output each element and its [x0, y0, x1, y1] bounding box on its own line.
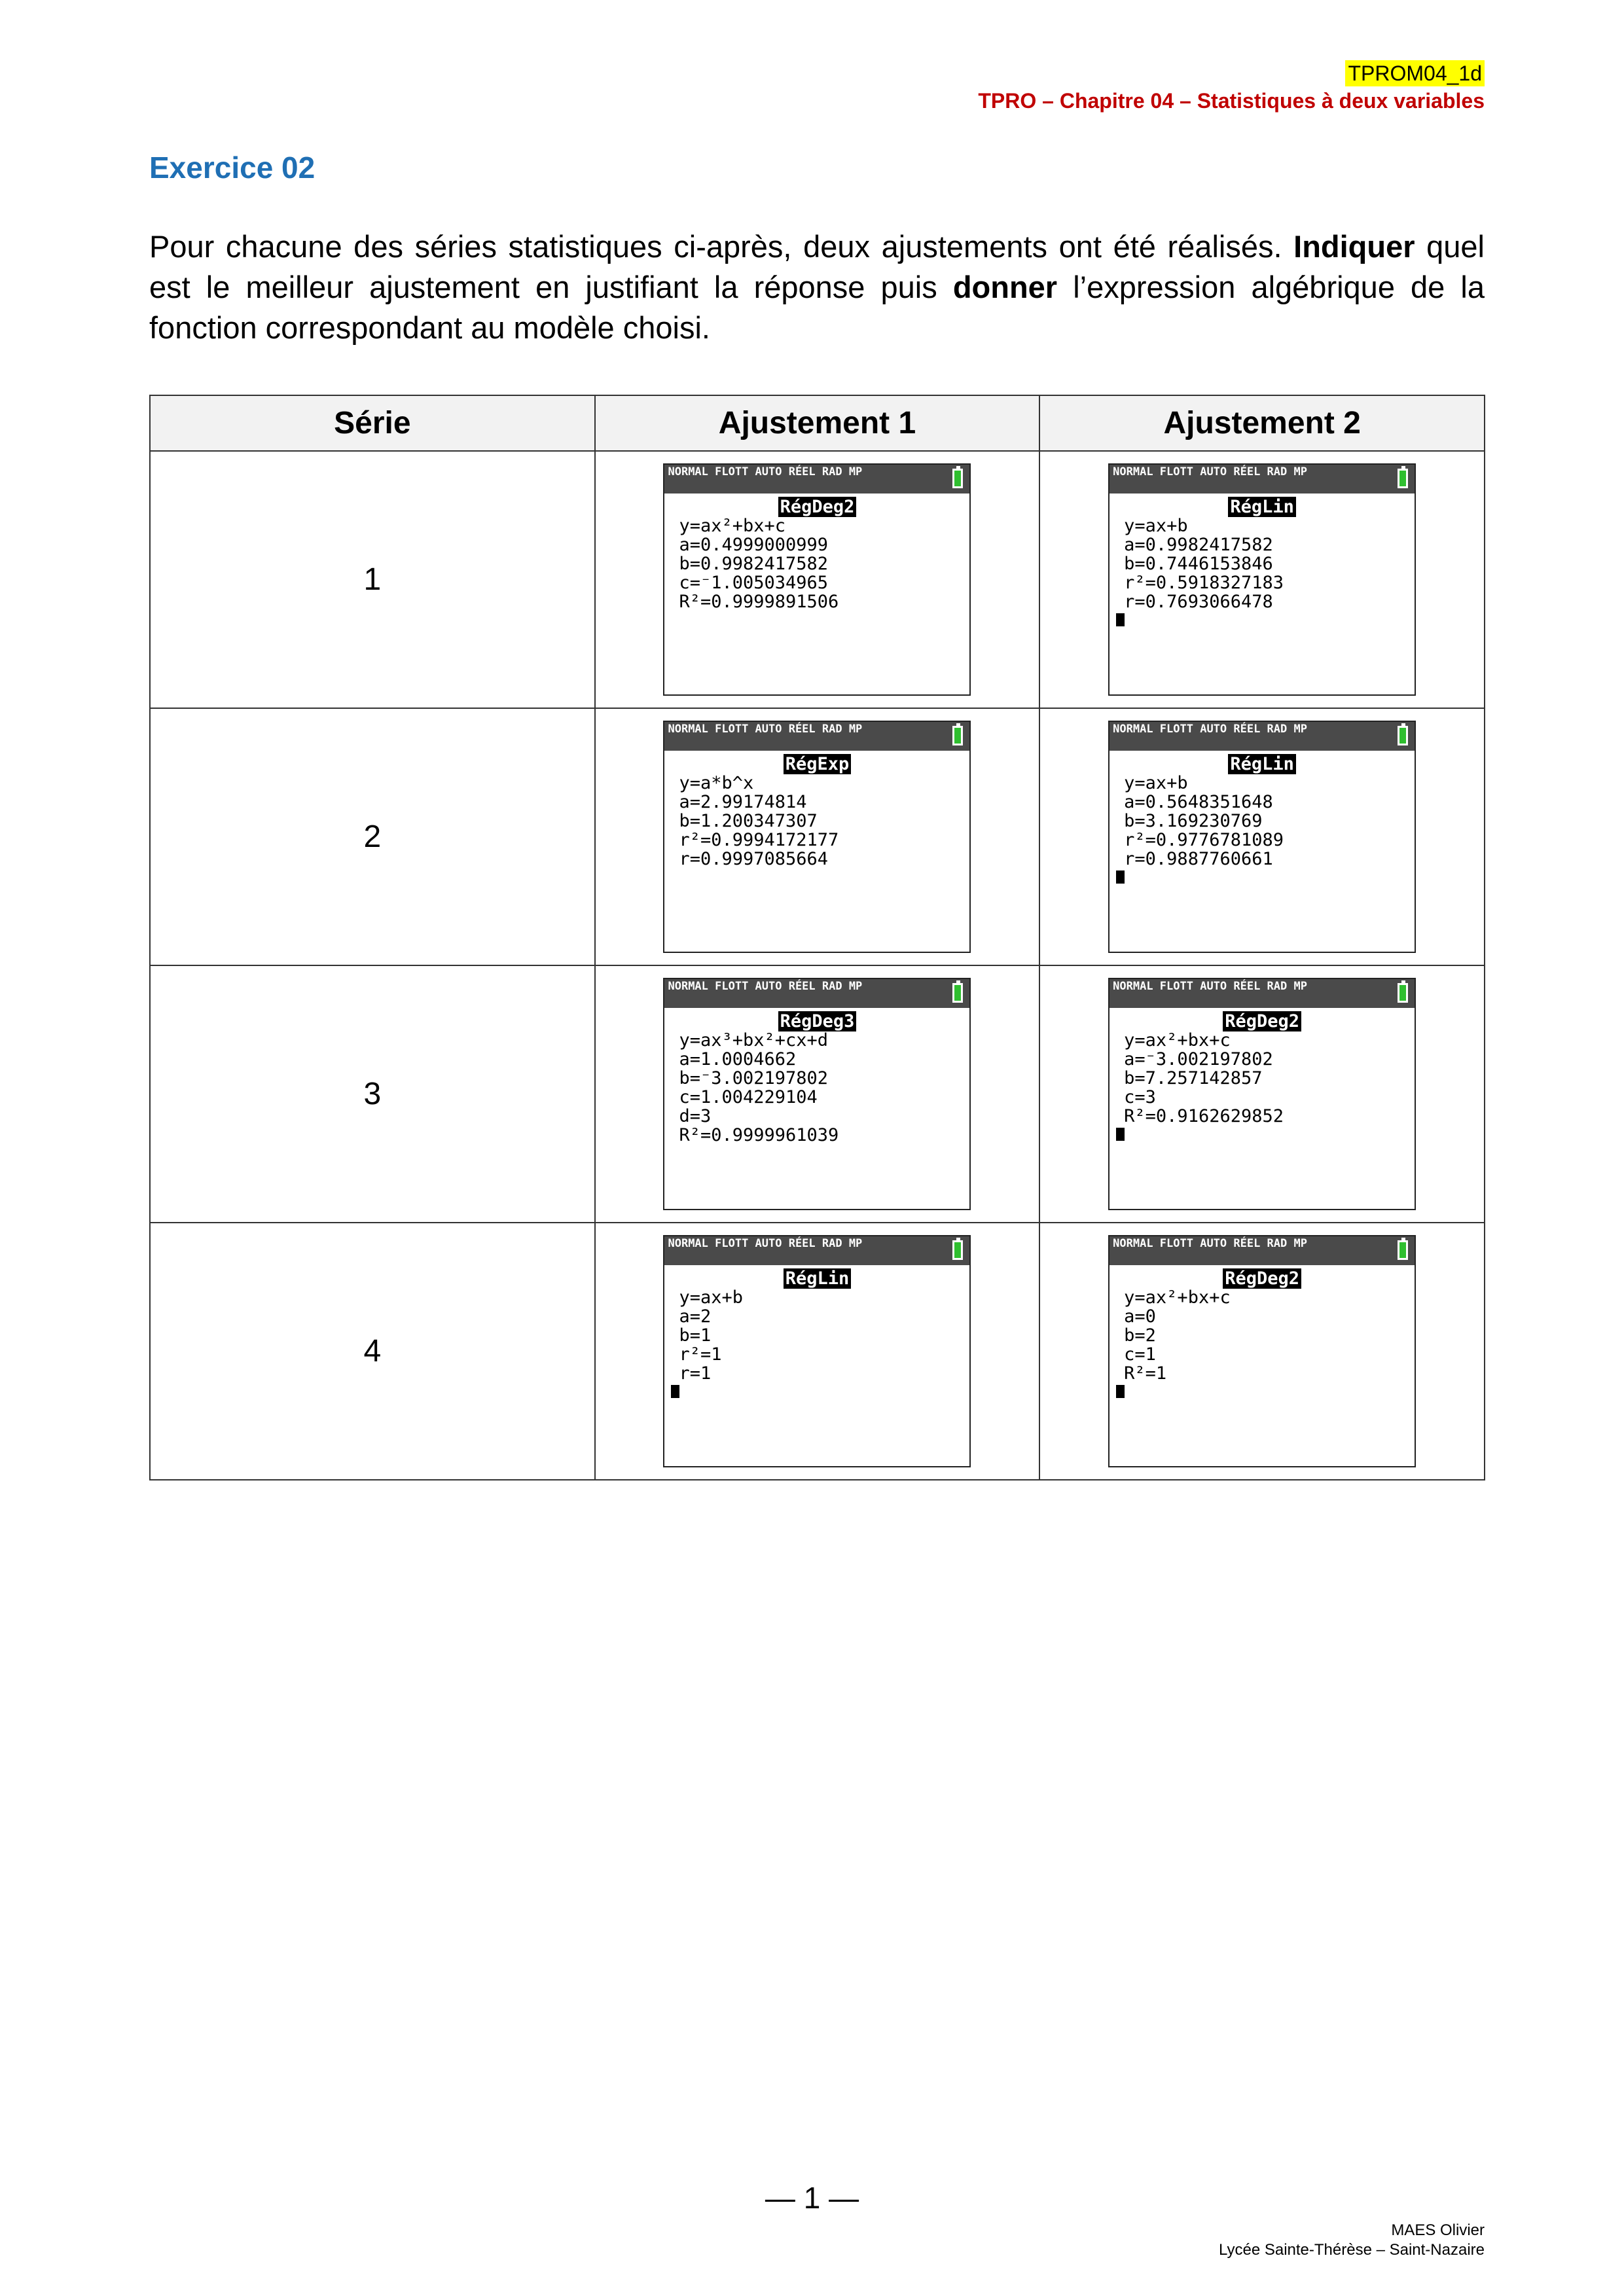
chapter-title: TPRO – Chapitre 04 – Statistiques à deux variables — [978, 89, 1485, 113]
status-bar-text: NORMAL FLOTT AUTO RÉEL RAD MP — [1113, 723, 1307, 736]
table-row — [150, 451, 1485, 708]
calculator-screenshot — [663, 978, 971, 1210]
exercise-title: Exercice 02 — [149, 151, 316, 185]
calculator-screenshot — [663, 463, 971, 696]
regression-title: RégLin — [1228, 497, 1296, 517]
status-bar-text: NORMAL FLOTT AUTO RÉEL RAD MP — [668, 1237, 863, 1250]
calculator-output — [1110, 493, 1415, 630]
regression-line: r²=1 — [679, 1344, 722, 1365]
ajustement-1-cell — [595, 1223, 1040, 1480]
regression-title-line — [664, 1269, 969, 1288]
regression-line: a=2 — [679, 1306, 712, 1327]
regression-title: RégDeg2 — [1223, 1268, 1301, 1289]
regression-line: c=1.004229104 — [679, 1087, 818, 1107]
header-ajustement-1: Ajustement 1 — [595, 395, 1040, 451]
regression-title: RégDeg2 — [778, 497, 857, 517]
regression-line: r=1 — [679, 1363, 712, 1384]
regression-line: b=3.169230769 — [1124, 811, 1263, 831]
table-body — [150, 451, 1485, 1480]
status-bar-text: NORMAL FLOTT AUTO RÉEL RAD MP — [1113, 1237, 1307, 1250]
ajustement-1-cell — [595, 708, 1040, 965]
regression-line: a=0.4999000999 — [679, 535, 829, 555]
regression-line: c=3 — [1124, 1087, 1156, 1107]
status-bar-text: NORMAL FLOTT AUTO RÉEL RAD MP — [1113, 465, 1307, 478]
ajustement-2-cell — [1039, 708, 1485, 965]
header-ajustement-2: Ajustement 2 — [1039, 395, 1485, 451]
calculator-status-bar — [664, 979, 969, 1008]
regression-line: y=ax+b — [679, 1287, 744, 1308]
regression-line: b=2 — [1124, 1325, 1156, 1346]
regression-title: RégExp — [784, 754, 852, 774]
page-number: — 1 — — [765, 2181, 859, 2215]
regression-line: y=ax²+bx+c — [1124, 1287, 1231, 1308]
battery-icon — [952, 1240, 963, 1260]
regression-title-line — [1110, 497, 1415, 516]
calculator-output — [1110, 1008, 1415, 1145]
cursor-icon — [671, 1385, 679, 1398]
regression-line: y=ax+b — [1124, 516, 1188, 536]
regression-line: a=1.0004662 — [679, 1049, 797, 1069]
serie-number: 3 — [150, 965, 595, 1223]
calculator-output — [1110, 1265, 1415, 1402]
regression-line: R²=0.9999891506 — [679, 592, 839, 612]
instruction-bold-donner: donner — [952, 270, 1058, 304]
serie-number: 1 — [150, 451, 595, 708]
status-bar-text: NORMAL FLOTT AUTO RÉEL RAD MP — [668, 723, 863, 736]
regression-line: b=1.200347307 — [679, 811, 818, 831]
regression-line: b=1 — [679, 1325, 712, 1346]
regression-line: r²=0.9994172177 — [679, 830, 839, 850]
exercise-instructions — [149, 226, 1485, 348]
battery-icon — [1398, 469, 1408, 488]
regression-line: y=ax²+bx+c — [1124, 1030, 1231, 1050]
regression-line: a=0.9982417582 — [1124, 535, 1273, 555]
table-row — [150, 1223, 1485, 1480]
regression-line: y=ax+b — [1124, 773, 1188, 793]
regression-title: RégDeg2 — [1223, 1011, 1301, 1031]
footer-school: Lycée Sainte-Thérèse – Saint-Nazaire — [1219, 2241, 1485, 2259]
battery-icon — [952, 983, 963, 1003]
status-bar-text: NORMAL FLOTT AUTO RÉEL RAD MP — [1113, 980, 1307, 993]
calculator-screenshot — [663, 721, 971, 953]
serie-number: 4 — [150, 1223, 595, 1480]
calculator-status-bar — [664, 465, 969, 493]
calculator-output — [664, 493, 969, 611]
regression-line: R²=0.9162629852 — [1124, 1106, 1284, 1126]
regression-title-line — [664, 755, 969, 774]
ajustement-1-cell — [595, 965, 1040, 1223]
calculator-status-bar — [1110, 465, 1415, 493]
regression-title-line — [1110, 755, 1415, 774]
regression-line: c=1 — [1124, 1344, 1156, 1365]
regression-title-line — [664, 497, 969, 516]
regression-line: y=a*b^x — [679, 773, 754, 793]
instruction-text-2: quel est le meilleur ajustement en justifiant la réponse puis — [149, 229, 1485, 304]
regression-line: d=3 — [679, 1106, 712, 1126]
status-bar-text: NORMAL FLOTT AUTO RÉEL RAD MP — [668, 980, 863, 993]
calculator-output — [664, 1265, 969, 1402]
series-table — [149, 395, 1485, 1480]
calculator-output — [1110, 751, 1415, 888]
regression-title-line — [1110, 1012, 1415, 1031]
footer-author: MAES Olivier — [1391, 2221, 1485, 2239]
instruction-text-3: l’expression algébrique de la fonction correspondant au modèle choisi. — [149, 270, 1485, 345]
cursor-icon — [1116, 1128, 1125, 1141]
regression-line: a=0.5648351648 — [1124, 792, 1273, 812]
regression-title: RégDeg3 — [778, 1011, 857, 1031]
table-row — [150, 965, 1485, 1223]
calculator-screenshot — [1108, 978, 1416, 1210]
calculator-status-bar — [1110, 979, 1415, 1008]
battery-icon — [1398, 983, 1408, 1003]
regression-line: R²=0.9999961039 — [679, 1125, 839, 1145]
instruction-text-1: Pour chacune des séries statistiques ci-après, deux ajustements ont été réalisés. — [149, 229, 1294, 264]
battery-icon — [952, 726, 963, 745]
regression-line: r=0.7693066478 — [1124, 592, 1273, 612]
regression-line: b=⁻3.002197802 — [679, 1068, 829, 1088]
regression-title-line — [1110, 1269, 1415, 1288]
cursor-icon — [1116, 1385, 1125, 1398]
regression-line: a=⁻3.002197802 — [1124, 1049, 1273, 1069]
ajustement-2-cell — [1039, 451, 1485, 708]
regression-title: RégLin — [784, 1268, 852, 1289]
regression-title-line — [664, 1012, 969, 1031]
serie-number: 2 — [150, 708, 595, 965]
regression-line: r=0.9997085664 — [679, 849, 829, 869]
cursor-icon — [1116, 613, 1125, 626]
regression-line: a=2.99174814 — [679, 792, 807, 812]
status-bar-text: NORMAL FLOTT AUTO RÉEL RAD MP — [668, 465, 863, 478]
calculator-screenshot — [1108, 721, 1416, 953]
calculator-screenshot — [663, 1235, 971, 1467]
calculator-screenshot — [1108, 463, 1416, 696]
regression-line: y=ax³+bx²+cx+d — [679, 1030, 829, 1050]
regression-line: y=ax²+bx+c — [679, 516, 786, 536]
regression-line: r²=0.5918327183 — [1124, 573, 1284, 593]
battery-icon — [952, 469, 963, 488]
calculator-status-bar — [664, 722, 969, 751]
regression-title: RégLin — [1228, 754, 1296, 774]
battery-icon — [1398, 726, 1408, 745]
header-serie: Série — [150, 395, 595, 451]
regression-line: b=7.257142857 — [1124, 1068, 1263, 1088]
calculator-status-bar — [664, 1236, 969, 1265]
ajustement-2-cell — [1039, 965, 1485, 1223]
calculator-output — [664, 1008, 969, 1145]
calculator-status-bar — [1110, 1236, 1415, 1265]
cursor-icon — [1116, 870, 1125, 884]
table-header-row — [150, 395, 1485, 451]
regression-line: r²=0.9776781089 — [1124, 830, 1284, 850]
regression-line: c=⁻1.005034965 — [679, 573, 829, 593]
ajustement-2-cell — [1039, 1223, 1485, 1480]
table-row — [150, 708, 1485, 965]
regression-line: r=0.9887760661 — [1124, 849, 1273, 869]
instruction-bold-indiquer: Indiquer — [1293, 229, 1415, 264]
battery-icon — [1398, 1240, 1408, 1260]
regression-line: R²=1 — [1124, 1363, 1167, 1384]
regression-line: b=0.9982417582 — [679, 554, 829, 574]
document-code: TPROM04_1d — [1345, 60, 1485, 86]
ajustement-1-cell — [595, 451, 1040, 708]
regression-line: a=0 — [1124, 1306, 1156, 1327]
calculator-output — [664, 751, 969, 869]
calculator-status-bar — [1110, 722, 1415, 751]
calculator-screenshot — [1108, 1235, 1416, 1467]
regression-line: b=0.7446153846 — [1124, 554, 1273, 574]
